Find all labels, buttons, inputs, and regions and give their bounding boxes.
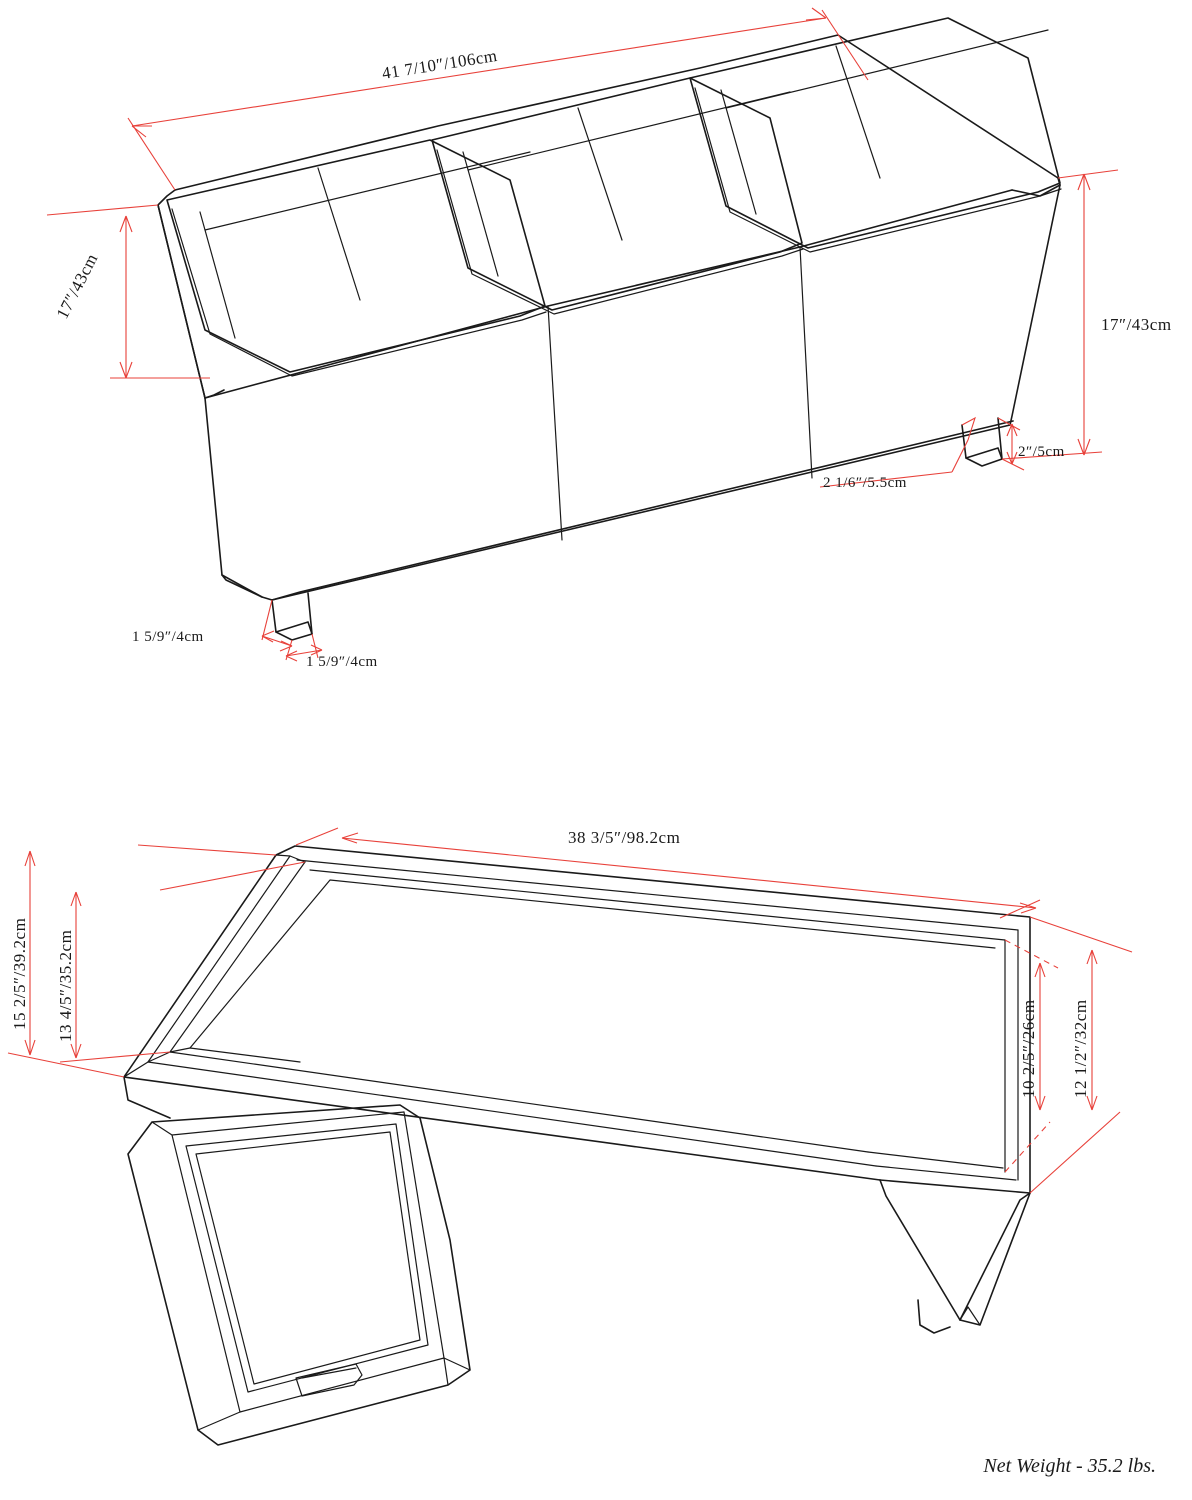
net-weight-label: Net Weight - 35.2 lbs. bbox=[983, 1455, 1156, 1477]
dim-interior-depth: 13 4/5″/35.2cm bbox=[56, 929, 75, 1042]
dim-leg-height: 2″/5cm bbox=[1018, 444, 1065, 460]
assembled-ottoman-drawing bbox=[47, 8, 1172, 670]
open-storage-drawing bbox=[8, 828, 1132, 1445]
dim-lid-thickness: 2 1/6″/5.5cm bbox=[823, 475, 907, 491]
dim-overall-depth: 17″/43cm bbox=[52, 250, 102, 322]
dim-interior-length: 38 3/5″/98.2cm bbox=[568, 828, 681, 847]
dim-leg-width-side: 1 5/9″/4cm bbox=[306, 654, 378, 670]
dim-overall-height: 17″/43cm bbox=[1101, 315, 1172, 334]
dim-outer-height: 12 1/2″/32cm bbox=[1071, 999, 1090, 1098]
dim-leg-width-front: 1 5/9″/4cm bbox=[132, 629, 204, 645]
dim-overall-width: 41 7/10″/106cm bbox=[380, 45, 499, 83]
dim-interior-height: 10 2/5″/26cm bbox=[1019, 999, 1038, 1098]
dim-outer-depth: 15 2/5″/39.2cm bbox=[10, 917, 29, 1030]
